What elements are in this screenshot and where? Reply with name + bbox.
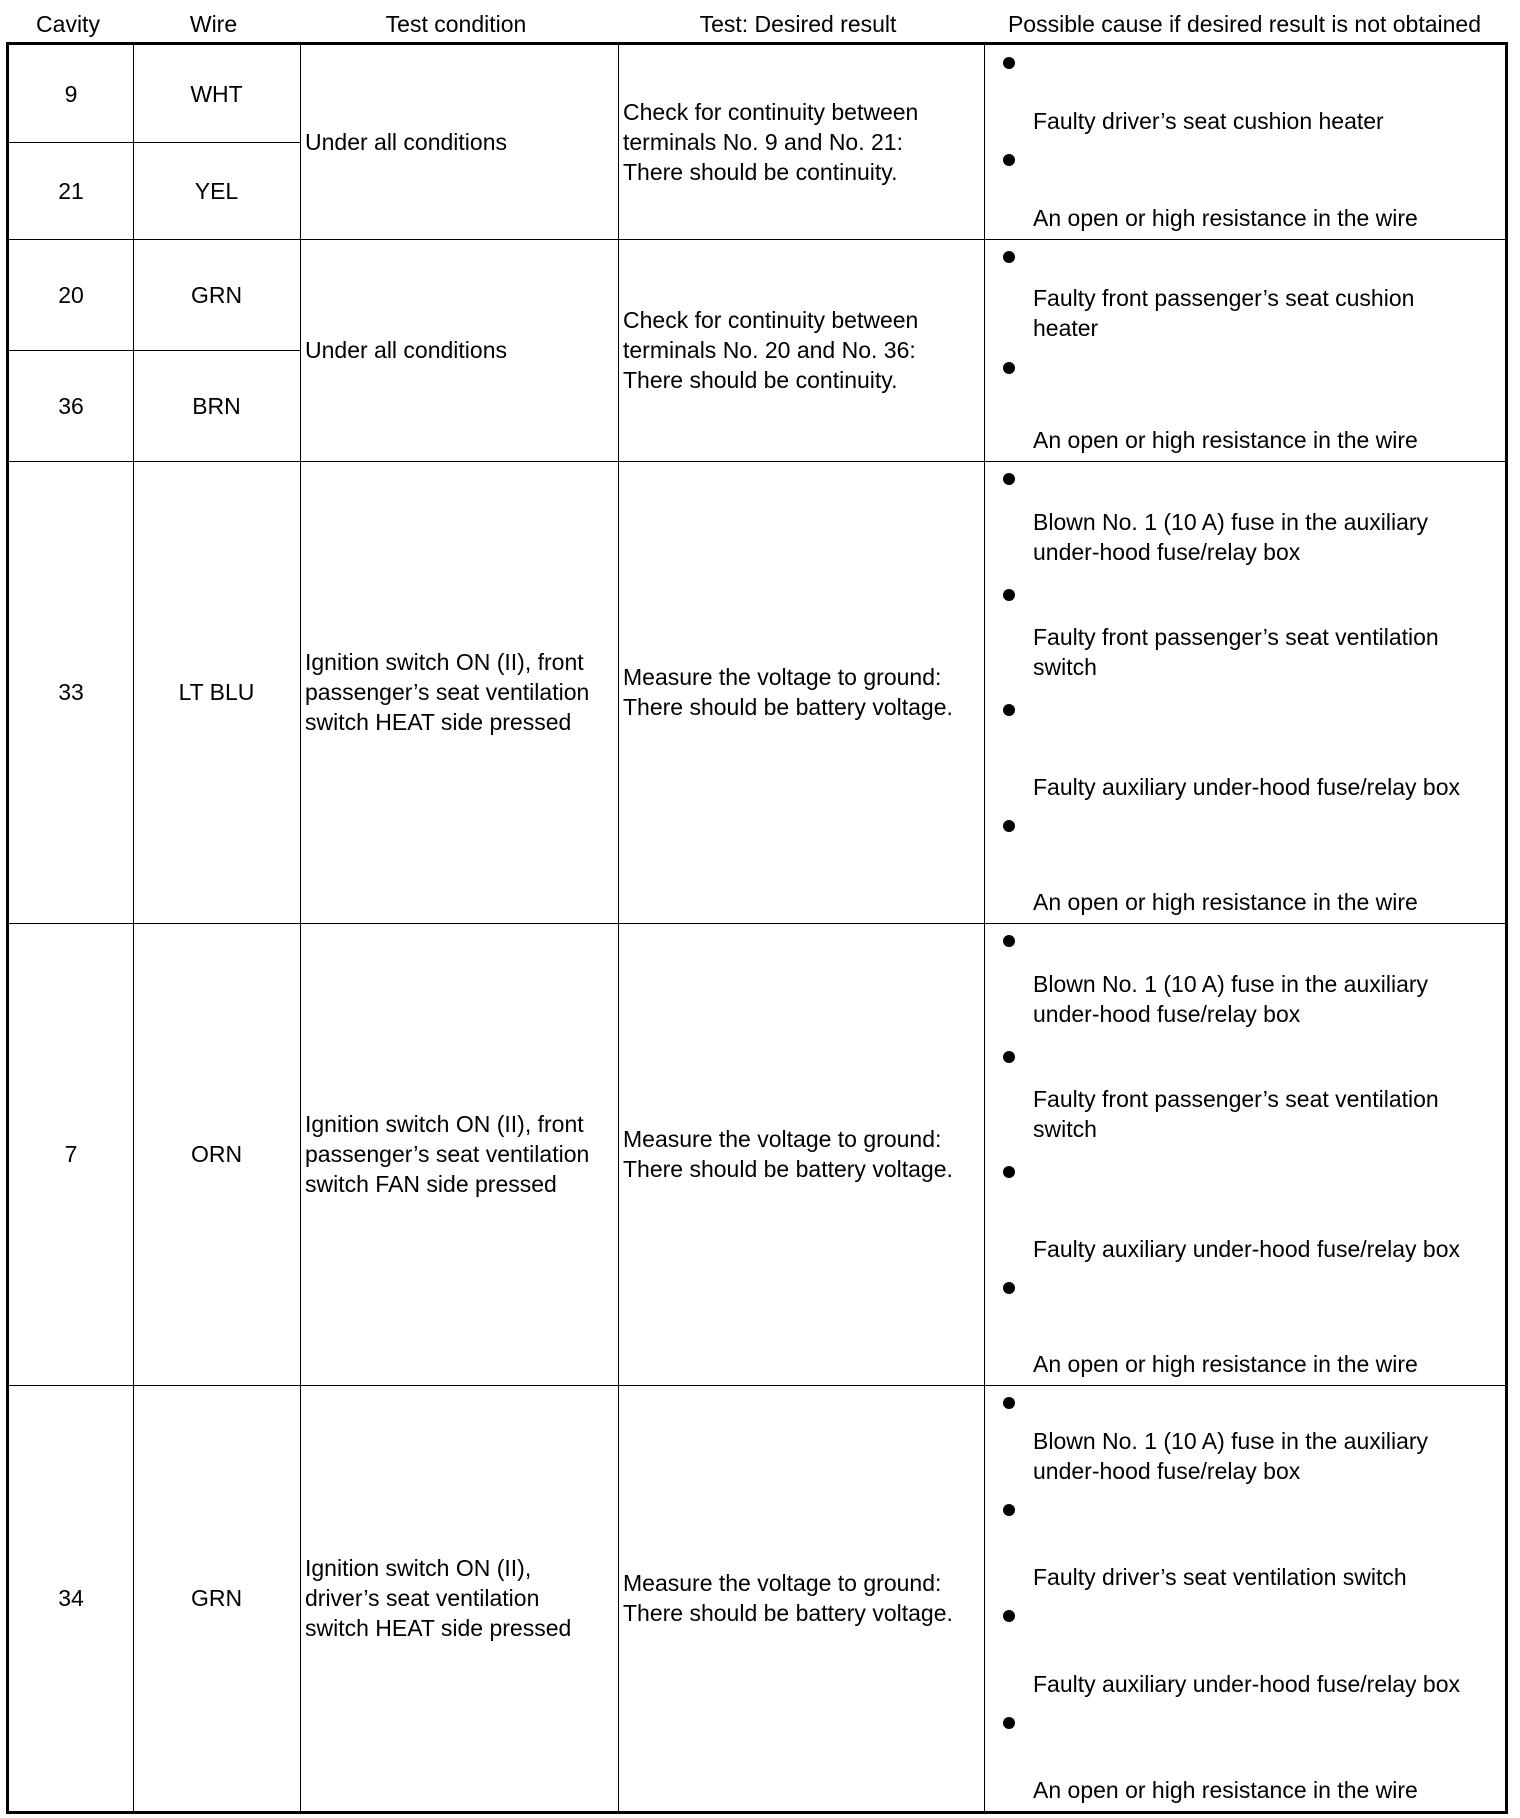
bullet-icon — [1003, 589, 1015, 601]
possible-cause-item: An open or high resistance in the wire — [1033, 1351, 1418, 1377]
test-condition-cell: Ignition switch ON (II), front passenger’s seat ventilation switch HEAT side pressed — [305, 649, 590, 735]
header-test-condition: Test condition — [385, 11, 527, 37]
bullet-icon — [1003, 1397, 1015, 1409]
wire-cell: YEL — [194, 177, 239, 204]
cavity-cell: 20 — [58, 281, 84, 308]
cavity-cell: 33 — [58, 679, 84, 705]
possible-cause-item: An open or high resistance in the wire — [1033, 427, 1418, 453]
test-condition-cell: Under all conditions — [305, 129, 508, 155]
wire-cell: WHT — [190, 80, 243, 107]
bullet-icon — [1003, 820, 1015, 832]
desired-result-cell: Check for continuity between terminals No. 9 and No. 21: There should be continuity. — [623, 99, 919, 185]
bullet-icon — [1003, 1717, 1015, 1729]
possible-cause-item: An open or high resistance in the wire — [1033, 889, 1418, 915]
cavity-cell: 7 — [64, 1141, 78, 1167]
possible-cause-item: Faulty front passenger’s seat ventilation switch — [1033, 624, 1439, 681]
possible-cause-item: Faulty auxiliary under-hood fuse/relay box — [1033, 1235, 1461, 1262]
desired-result-cell: Measure the voltage to ground: There should be battery voltage. — [623, 1570, 953, 1626]
test-condition-cell: Ignition switch ON (II), driver’s seat ventilation switch HEAT side pressed — [305, 1555, 572, 1641]
possible-cause-item: Blown No. 1 (10 A) fuse in the auxiliary under-hood fuse/relay box — [1033, 970, 1429, 1027]
possible-cause-item: An open or high resistance in the wire — [1033, 1777, 1418, 1803]
header-possible-cause: Possible cause if desired result is not obtained — [1007, 11, 1482, 37]
possible-cause-item: Faulty auxiliary under-hood fuse/relay box — [1033, 773, 1461, 800]
possible-cause-item: Faulty driver’s seat cushion heater — [1033, 108, 1384, 134]
wire-cell: GRN — [190, 1585, 243, 1611]
desired-result-cell: Measure the voltage to ground: There should be battery voltage. — [623, 1126, 953, 1182]
header-desired-result: Test: Desired result — [699, 11, 897, 37]
bullet-icon — [1003, 251, 1015, 263]
possible-cause-item: Faulty front passenger’s seat ventilation switch — [1033, 1086, 1439, 1143]
test-condition-cell: Under all conditions — [305, 337, 508, 363]
bullet-icon — [1003, 57, 1015, 69]
bullet-icon — [1003, 154, 1015, 166]
table-body — [6, 42, 1508, 1814]
bullet-icon — [1003, 1282, 1015, 1294]
bullet-icon — [1003, 935, 1015, 947]
test-condition-cell: Ignition switch ON (II), front passenger’s seat ventilation switch FAN side pressed — [305, 1111, 590, 1197]
possible-cause-item: Blown No. 1 (10 A) fuse in the auxiliary under-hood fuse/relay box — [1033, 508, 1429, 565]
header-wire: Wire — [189, 11, 238, 37]
possible-cause-item: Blown No. 1 (10 A) fuse in the auxiliary under-hood fuse/relay box — [1033, 1428, 1429, 1485]
possible-cause-item: Faulty front passenger’s seat cushion heater — [1033, 284, 1415, 341]
column-divider — [984, 45, 985, 1811]
wire-cell: BRN — [192, 392, 241, 419]
desired-result-cell: Check for continuity between terminals No. 20 and No. 36: There should be continuity. — [623, 307, 919, 393]
header-cavity: Cavity — [36, 11, 100, 37]
cavity-cell: 34 — [58, 1585, 84, 1611]
cavity-cell: 36 — [58, 392, 84, 419]
wire-cell: LT BLU — [178, 679, 255, 705]
bullet-icon — [1003, 1610, 1015, 1622]
cavity-cell: 21 — [58, 177, 84, 204]
desired-result-cell: Measure the voltage to ground: There should be battery voltage. — [623, 664, 953, 720]
possible-cause-item: An open or high resistance in the wire — [1033, 205, 1418, 231]
bullet-icon — [1003, 1051, 1015, 1063]
bullet-icon — [1003, 362, 1015, 374]
bullet-icon — [1003, 1166, 1015, 1178]
possible-cause-item: Faulty driver’s seat ventilation switch — [1033, 1564, 1407, 1590]
table-header — [6, 6, 1508, 42]
bullet-icon — [1003, 704, 1015, 716]
wire-cell: GRN — [190, 281, 243, 308]
possible-cause-item: Faulty auxiliary under-hood fuse/relay box — [1033, 1670, 1461, 1697]
bullet-icon — [1003, 1504, 1015, 1516]
cavity-cell: 9 — [64, 80, 78, 107]
bullet-icon — [1003, 473, 1015, 485]
wire-cell: ORN — [190, 1141, 243, 1167]
